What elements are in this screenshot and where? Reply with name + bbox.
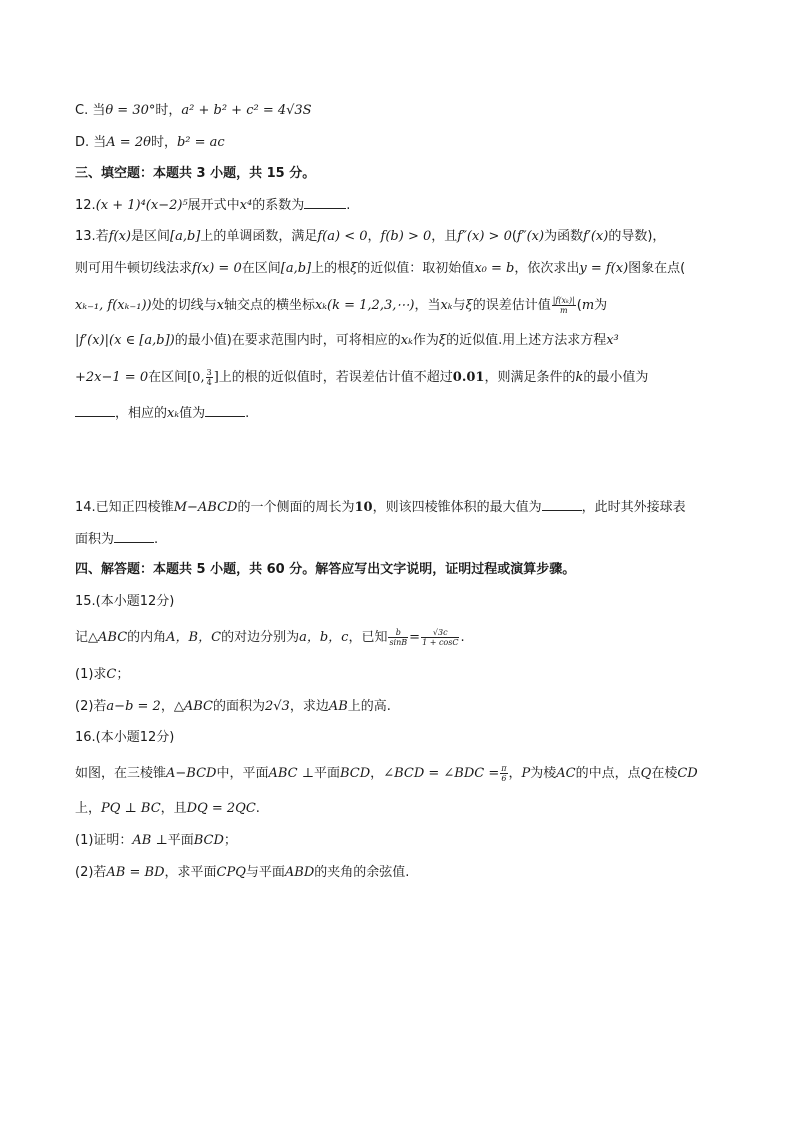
answer-blank xyxy=(304,196,346,209)
text-run: Q xyxy=(640,766,652,781)
text-run: 图象在点( xyxy=(628,261,686,276)
question-15-part-1 xyxy=(75,666,129,684)
text-run: 在区间 xyxy=(241,261,281,276)
text-run: ABD xyxy=(284,865,315,880)
text-run: DQ = 2QC xyxy=(186,801,256,816)
text-run: m xyxy=(559,306,568,315)
text-run: xₖ(k = 1,2,3,⋯) xyxy=(314,298,415,313)
text-run: ∠BCD = ∠BDC = xyxy=(383,766,500,781)
text-run: 的最小值)在要求范围内时，可将相应的 xyxy=(174,333,401,348)
text-run: 平面 xyxy=(313,766,340,781)
text-run: ] xyxy=(213,370,219,385)
text-run: sinB xyxy=(389,638,408,647)
text-run: 12. xyxy=(75,198,96,213)
text-run: 1 + cosC xyxy=(422,638,459,647)
text-run: 6 xyxy=(501,774,507,783)
answer-blank xyxy=(75,404,115,417)
text-run: P xyxy=(521,766,531,781)
text-run: 在区间 xyxy=(148,370,188,385)
text-run: 的近似值.用上述方法求方程 xyxy=(446,333,607,348)
text-run: . xyxy=(460,630,465,645)
text-run: 的中点，点 xyxy=(575,766,641,781)
text-run: π xyxy=(501,764,507,773)
text-run: 是区间 xyxy=(130,229,170,244)
text-run: CD xyxy=(677,766,698,781)
text-run: b² = ac xyxy=(176,135,225,150)
question-16-part-2 xyxy=(75,864,409,882)
text-run: . xyxy=(255,801,260,816)
text-run: 则可用牛顿切线法求 xyxy=(75,261,193,276)
text-run: AB = BD xyxy=(106,865,165,880)
text-run: xₖ xyxy=(167,406,180,421)
text-run: 2√3 xyxy=(265,699,290,714)
text-run: △ABC xyxy=(88,630,128,645)
text-run: 上， xyxy=(75,801,102,816)
option-d xyxy=(75,134,225,152)
text-run: f′(x) xyxy=(583,229,609,244)
text-run: a，b，c xyxy=(299,630,349,645)
text-run: M−ABCD xyxy=(173,500,238,515)
text-run: 记 xyxy=(75,630,89,645)
text-run: x⁴ xyxy=(239,198,253,213)
text-run: θ = 30° xyxy=(105,103,156,118)
text-run: ， xyxy=(508,766,522,781)
text-run: 的面积为 xyxy=(212,699,265,714)
text-run: . xyxy=(346,198,351,213)
question-15-line-1 xyxy=(75,628,465,647)
text-run: 处的切线与 xyxy=(151,298,217,313)
text-run: |f(xₖ)| xyxy=(552,296,575,305)
text-run: x₀ = b xyxy=(474,261,515,276)
text-run: 为函数 xyxy=(544,229,584,244)
question-14-line-1 xyxy=(75,498,686,517)
text-run: 14.已知正四棱锥 xyxy=(75,500,174,515)
text-run: f(b) > 0 xyxy=(380,229,432,244)
text-run: ，当 xyxy=(414,298,441,313)
text-run: (1)证明： xyxy=(75,833,133,848)
text-run: ， xyxy=(367,229,381,244)
text-run: ， xyxy=(160,699,174,714)
text-run: 10 xyxy=(354,500,373,515)
text-run: A，B，C xyxy=(166,630,222,645)
text-run: ，已知 xyxy=(348,630,388,645)
question-13-line-3 xyxy=(75,296,607,315)
text-run: 的对边分别为 xyxy=(221,630,300,645)
text-run: BCD xyxy=(340,766,371,781)
text-run: AB ⊥ xyxy=(132,833,168,848)
text-run: 时， xyxy=(150,135,177,150)
text-run: xₖ xyxy=(440,298,453,313)
text-run: |f′(x)|(x ∈ [a,b]) xyxy=(75,333,175,348)
interval-fraction xyxy=(206,368,213,387)
text-run: A−BCD xyxy=(166,766,217,781)
text-run: BCD xyxy=(193,833,224,848)
text-run: [0, xyxy=(187,370,205,385)
question-15-header: 15.(本小题12分) xyxy=(75,594,175,609)
answer-blank xyxy=(205,404,245,417)
answer-blank xyxy=(114,530,154,543)
text-run: 3 xyxy=(206,368,212,377)
text-run: AC xyxy=(556,766,576,781)
text-run: . xyxy=(154,532,159,547)
text-run: (2)若 xyxy=(75,699,107,714)
text-run: ，依次求出 xyxy=(514,261,580,276)
text-run: 的系数为 xyxy=(252,198,305,213)
text-run: 13.若 xyxy=(75,229,109,244)
text-run: k xyxy=(575,370,584,385)
text-run: CPQ xyxy=(216,865,246,880)
question-16-part-1 xyxy=(75,832,237,850)
text-run: ，求平面 xyxy=(164,865,217,880)
text-run: 时， xyxy=(155,103,182,118)
section-solve-heading: 四、解答题：本题共 5 小题，共 60 分。解答应写出文字说明，证明过程或演算步骤。 xyxy=(75,562,576,577)
text-run: 的近似值：取初始值 xyxy=(357,261,475,276)
text-run: 的导数)， xyxy=(608,229,666,244)
text-run: 0.01 xyxy=(452,370,485,385)
text-run: 面积为 xyxy=(75,532,115,547)
text-run: 4 xyxy=(206,378,212,387)
question-16-line-2 xyxy=(75,800,260,818)
question-12 xyxy=(75,196,350,215)
question-13-line-5 xyxy=(75,368,648,387)
text-run: a² + b² + c² = 4√3S xyxy=(181,103,312,118)
text-run: 与平面 xyxy=(245,865,285,880)
text-run: 为 xyxy=(594,298,608,313)
text-run: ， xyxy=(370,766,384,781)
text-run: C xyxy=(106,667,117,682)
text-run: ξ xyxy=(438,333,447,348)
text-run: A = 2θ xyxy=(106,135,151,150)
text-run: △ABC xyxy=(173,699,213,714)
text-run: PQ ⊥ BC xyxy=(101,801,161,816)
text-run: ，则满足条件的 xyxy=(484,370,576,385)
text-run: 展开式中 xyxy=(187,198,240,213)
text-run: (1)求 xyxy=(75,667,107,682)
text-run: 上的根的近似值时，若误差估计值不超过 xyxy=(218,370,453,385)
text-run: ( xyxy=(511,229,517,244)
text-run: 为棱 xyxy=(530,766,557,781)
text-run: 上的根 xyxy=(311,261,351,276)
text-run: [a,b] xyxy=(280,261,312,276)
fraction-pi-over-6 xyxy=(500,764,507,783)
question-16-line-1 xyxy=(75,764,698,783)
question-16-header: 16.(本小题12分) xyxy=(75,730,175,745)
text-run: f(a) < 0 xyxy=(317,229,368,244)
text-run: (2)若 xyxy=(75,865,107,880)
text-run: D. 当 xyxy=(75,135,107,150)
question-15-part-2 xyxy=(75,698,391,716)
text-run: f(x) xyxy=(108,229,131,244)
text-run: 的一个侧面的周长为 xyxy=(237,500,355,515)
text-run: ，则该四棱锥体积的最大值为 xyxy=(372,500,542,515)
question-13-line-4 xyxy=(75,332,619,350)
text-run: f″(x) xyxy=(516,229,545,244)
text-run: f(x) = 0 xyxy=(192,261,242,276)
text-run: 的最小值为 xyxy=(583,370,649,385)
text-run: 作为 xyxy=(412,333,439,348)
text-run: xₖ₋₁, f(xₖ₋₁)) xyxy=(75,298,152,313)
text-run: ξ xyxy=(465,298,473,313)
option-c xyxy=(75,102,312,120)
text-run: 值为 xyxy=(179,406,206,421)
text-run: ( xyxy=(576,298,582,313)
text-run: x xyxy=(216,298,224,313)
text-run: m xyxy=(581,298,595,313)
error-estimate-fraction xyxy=(552,296,576,315)
text-run: ξ xyxy=(350,261,358,276)
text-run: +2x−1 = 0 xyxy=(75,370,149,385)
text-run: 平面 xyxy=(167,833,194,848)
fraction-b-over-sinb xyxy=(388,628,408,647)
text-run: 与 xyxy=(452,298,466,313)
text-run: 中，平面 xyxy=(216,766,269,781)
text-run: ，相应的 xyxy=(115,406,168,421)
text-run: = xyxy=(409,630,421,645)
text-run: √3c xyxy=(421,628,459,638)
text-run: 的夹角的余弦值. xyxy=(314,865,410,880)
text-run: (x + 1)⁴(x−2)⁵ xyxy=(95,198,188,213)
text-run: [a,b] xyxy=(170,229,201,244)
text-run: 上的高. xyxy=(347,699,391,714)
text-run: a−b = 2 xyxy=(106,699,161,714)
text-run: ； xyxy=(223,833,237,848)
text-run: AB xyxy=(328,699,348,714)
question-13-line-1 xyxy=(75,228,665,246)
text-run: 的误差估计值 xyxy=(472,298,551,313)
text-run: ，求边 xyxy=(289,699,329,714)
text-run: 上的单调函数，满足 xyxy=(200,229,318,244)
text-run: ，且 xyxy=(431,229,458,244)
fraction-sqrt3c-over-1-plus-cosc xyxy=(421,628,459,647)
answer-blank xyxy=(542,498,582,511)
question-14-line-2 xyxy=(75,530,158,549)
text-run: ，此时其外接球表 xyxy=(581,500,686,515)
question-13-line-6 xyxy=(75,404,249,423)
text-run: 轴交点的横坐标 xyxy=(223,298,315,313)
text-run: xₖ xyxy=(400,333,413,348)
text-run: C. 当 xyxy=(75,103,106,118)
text-run: x³ xyxy=(606,333,619,348)
text-run: ，且 xyxy=(160,801,187,816)
text-run: y = f(x) xyxy=(579,261,629,276)
text-run: ； xyxy=(116,667,130,682)
text-run: 如图，在三棱锥 xyxy=(75,766,167,781)
text-run: 的内角 xyxy=(127,630,167,645)
text-run: . xyxy=(245,406,250,421)
text-run: f″(x) > 0 xyxy=(457,229,512,244)
question-13-line-2 xyxy=(75,260,685,278)
text-run: b xyxy=(388,628,408,638)
section-fill-in-heading: 三、填空题：本题共 3 小题，共 15 分。 xyxy=(75,166,316,181)
text-run: ABC ⊥ xyxy=(268,766,314,781)
text-run: 在棱 xyxy=(651,766,678,781)
